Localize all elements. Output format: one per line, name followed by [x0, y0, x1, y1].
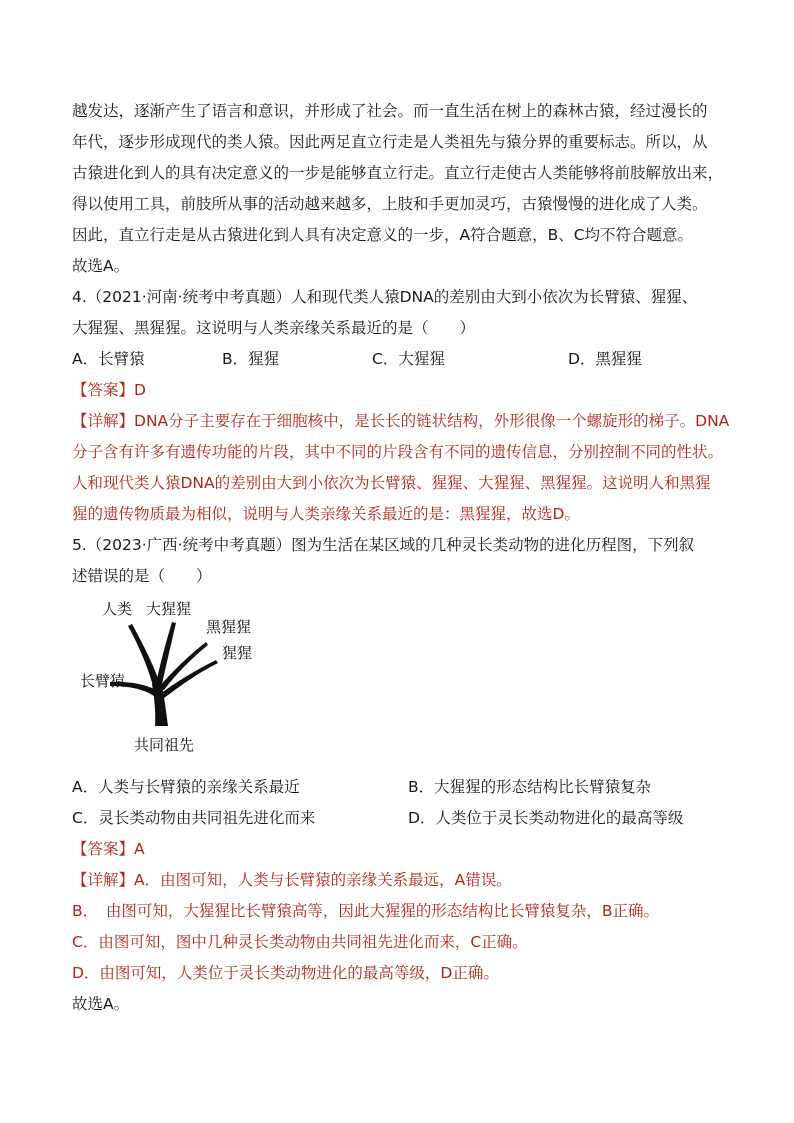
answer-value: A: [134, 840, 145, 858]
label-chimp: 黑猩猩: [206, 618, 252, 636]
q4-option-d: D．黑猩猩: [568, 350, 642, 368]
prev-explanation-line: 得以使用工具，前肢所从事的活动越来越多，上肢和手更加灵巧，古猿慢慢的进化成了人类。: [72, 195, 708, 213]
q4-detail-line: 人和现代类人猿DNA的差别由大到小依次为长臂猿、猩猩、大猩猩、黑猩猩。这说明人和黑猩: [72, 474, 711, 492]
answer-value: D: [134, 381, 146, 399]
prev-explanation-line: 古猿进化到人的具有决定意义的一步是能够直立行走。直立行走使古人类能够将前肢解放出来，: [72, 164, 724, 182]
q4-answer: [72, 375, 742, 406]
q4-stem-line: 大猩猩、黑猩猩。这说明与人类亲缘关系最近的是（ ）: [72, 319, 476, 337]
q5-option-d: D．人类位于灵长类动物进化的最高等级: [408, 809, 684, 827]
label-ancestor: 共同祖先: [134, 736, 195, 754]
evolution-tree-figure: [76, 596, 296, 766]
label-gorilla: 大猩猩: [146, 600, 192, 618]
prev-conclusion: 故选A。: [72, 257, 130, 275]
q5-stem-line: 5.（2023·广西·统考中考真题）图为生活在某区域的几种灵长类动物的进化历程图，下列叙: [72, 536, 695, 554]
answer-tag: 【答案】: [72, 840, 135, 858]
detail-text: A．由图可知，人类与长臂猿的亲缘关系最远，A错误。: [134, 871, 512, 889]
detail-text: DNA分子主要存在于细胞核中，是长长的链状结构，外形很像一个螺旋形的梯子。DNA: [134, 412, 730, 430]
q5-detail-line: B． 由图可知，大猩猩比长臂猿高等，因此大猩猩的形态结构比长臂猿复杂，B正确。: [72, 902, 660, 920]
document-page: [72, 96, 742, 1020]
label-orangutan: 猩猩: [222, 644, 253, 662]
q4-option-b: B．猩猩: [222, 350, 280, 368]
q5-conclusion: 故选A。: [72, 995, 130, 1013]
q5-options-row1: [72, 772, 742, 803]
q4-detail-line: [72, 406, 742, 437]
q5-answer: [72, 834, 742, 865]
detail-tag: 【详解】: [72, 412, 135, 430]
q4-option-a: A．长臂猿: [72, 350, 145, 368]
prev-explanation-line: 越发达，逐渐产生了语言和意识，并形成了社会。而一直生活在树上的森林古猿，经过漫长的: [72, 102, 708, 120]
q5-option-c: C．灵长类动物由共同祖先进化而来: [72, 809, 316, 827]
label-gibbon: 长臂猿: [80, 672, 126, 690]
prev-explanation-line: 年代，逐步形成现代的类人猿。因此两足直立行走是人类祖先与猿分界的重要标志。所以，从: [72, 133, 708, 151]
q4-stem-line: 4.（2021·河南·统考中考真题）人和现代类人猿DNA的差别由大到小依次为长臂猿、猩猩、: [72, 288, 698, 306]
q5-option-b: B．大猩猩的形态结构比长臂猿复杂: [408, 778, 652, 796]
q5-option-a: A．人类与长臂猿的亲缘关系最近: [72, 778, 300, 796]
q4-detail-line: 猩的遗传物质最为相似，说明与人类亲缘关系最近的是：黑猩猩，故选D。: [72, 505, 580, 523]
q5-detail-line: C．由图可知，图中几种灵长类动物由共同祖先进化而来，C正确。: [72, 933, 528, 951]
branch-human: [128, 624, 160, 686]
q5-options-row2: [72, 803, 742, 834]
q5-stem-line: 述错误的是（ ）: [72, 567, 212, 585]
prev-explanation-line: 因此，直立行走是从古猿进化到人具有决定意义的一步，A符合题意，B、C均不符合题意。: [72, 226, 694, 244]
answer-tag: 【答案】: [72, 381, 135, 399]
label-human: 人类: [102, 600, 133, 618]
q4-options: [72, 344, 742, 375]
q4-option-c: C．大猩猩: [372, 350, 445, 368]
q4-detail-line: 分子含有许多有遗传功能的片段，其中不同的片段含有不同的遗传信息，分别控制不同的性状。: [72, 443, 724, 461]
detail-tag: 【详解】: [72, 871, 135, 889]
q5-detail-line: [72, 865, 742, 896]
q5-detail-line: D．由图可知，人类位于灵长类动物进化的最高等级，D正确。: [72, 964, 499, 982]
